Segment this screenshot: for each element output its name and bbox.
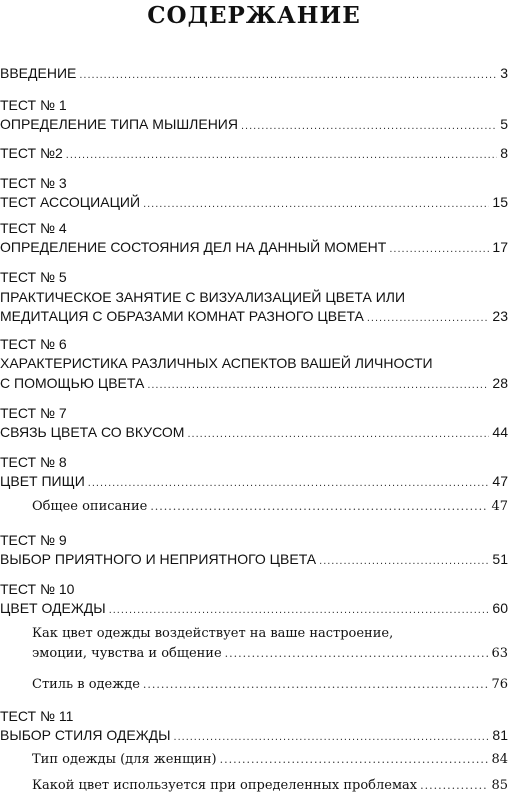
toc-section-heading	[0, 220, 508, 240]
toc-entry-label: ОПРЕДЕЛЕНИЕ СОСТОЯНИЯ ДЕЛ НА ДАННЫЙ МОМЕНТ	[0, 239, 387, 255]
toc-page-number: 8	[500, 145, 508, 161]
toc-entry-label: ТЕСТ №2	[0, 145, 63, 161]
dot-leader	[88, 477, 490, 489]
toc-entry	[0, 308, 508, 328]
dot-leader	[225, 647, 489, 660]
toc-entry	[0, 727, 508, 747]
toc-entry-label: ВЫБОР СТИЛЯ ОДЕЖДЫ	[0, 727, 171, 743]
toc-section-heading	[0, 405, 508, 425]
toc-entry-label: Какой цвет используется при определенных проблемах	[32, 778, 418, 793]
toc-entry-label: Тип одежды (для женщин)	[32, 752, 217, 767]
toc-page-number: 44	[492, 424, 508, 440]
toc-entry-label: ЦВЕТ ПИЩИ	[0, 473, 85, 489]
toc-section-label: ТЕСТ № 6	[0, 336, 67, 352]
toc-section-heading	[0, 269, 508, 289]
toc-page-number: 47	[492, 473, 508, 489]
toc-entry-label: Общее описание	[32, 499, 148, 514]
toc-subentry	[32, 499, 508, 519]
toc-section-label: ТЕСТ № 1	[0, 97, 67, 113]
toc-section-label: ТЕСТ № 11	[0, 708, 74, 724]
toc-entry-label: ВЫБОР ПРИЯТНОГО И НЕПРИЯТНОГО ЦВЕТА	[0, 551, 317, 567]
toc-subentry	[32, 646, 508, 666]
toc-entry	[0, 194, 508, 214]
dot-leader	[143, 678, 489, 691]
toc-page-number: 3	[500, 65, 508, 81]
dot-leader	[66, 149, 497, 161]
dot-leader	[143, 198, 489, 210]
dot-leader	[241, 120, 497, 132]
toc-page-number: 5	[500, 116, 508, 132]
toc-entry-label: эмоции, чувства и общение	[32, 646, 222, 661]
toc-entry	[0, 239, 508, 259]
dot-leader	[389, 243, 489, 255]
toc-entry-label: ВВЕДЕНИЕ	[0, 65, 77, 81]
toc-entry	[0, 600, 508, 620]
toc-section-label: ТЕСТ № 5	[0, 269, 67, 285]
toc-entry-label: ХАРАКТЕРИСТИКА РАЗЛИЧНЫХ АСПЕКТОВ ВАШЕЙ ЛИЧНОСТИ	[0, 355, 433, 371]
toc-entry	[0, 116, 508, 136]
toc-page-number: 84	[491, 752, 508, 767]
dot-leader	[319, 555, 489, 567]
toc-section-label: ТЕСТ № 10	[0, 581, 75, 597]
toc-section-heading	[0, 708, 508, 728]
toc-page-number: 51	[492, 551, 508, 567]
toc-section-label: ТЕСТ № 7	[0, 405, 67, 421]
toc-page-number: 85	[491, 778, 508, 793]
toc-entry-label: ПРАКТИЧЕСКОЕ ЗАНЯТИЕ С ВИЗУАЛИЗАЦИЕЙ ЦВЕТА ИЛИ	[0, 289, 406, 305]
toc-section-heading	[0, 532, 508, 552]
toc-section-heading	[0, 336, 508, 356]
toc-entry	[0, 65, 508, 85]
dot-leader	[187, 428, 489, 440]
toc-page-number: 23	[492, 308, 508, 324]
toc-page-number: 17	[492, 239, 508, 255]
toc-entry	[0, 551, 508, 571]
toc-section-label: ТЕСТ № 3	[0, 175, 67, 191]
toc-entry	[0, 424, 508, 444]
toc-entry-label: ЦВЕТ ОДЕЖДЫ	[0, 600, 106, 616]
toc-entry	[0, 473, 508, 493]
dot-leader	[420, 779, 488, 792]
toc-section-label: ТЕСТ № 8	[0, 454, 67, 470]
toc-section-heading	[0, 581, 508, 601]
page-title: СОДЕРЖАНИЕ	[147, 2, 361, 29]
toc-page-number: 76	[491, 677, 508, 692]
toc-entry-label: ОПРЕДЕЛЕНИЕ ТИПА МЫШЛЕНИЯ	[0, 116, 238, 132]
toc-entry-label: МЕДИТАЦИЯ С ОБРАЗАМИ КОМНАТ РАЗНОГО ЦВЕТА	[0, 308, 364, 324]
dot-leader	[367, 312, 490, 324]
dot-leader	[147, 379, 489, 391]
toc-page-number: 15	[492, 194, 508, 210]
dot-leader	[220, 753, 489, 766]
toc-entry-label: С ПОМОЩЬЮ ЦВЕТА	[0, 375, 145, 391]
toc-entry-label: СВЯЗЬ ЦВЕТА СО ВКУСОМ	[0, 424, 185, 440]
toc-page-number: 63	[491, 646, 508, 661]
toc-entry	[0, 375, 508, 395]
toc-subentry	[32, 752, 508, 772]
toc-subentry-continued	[32, 626, 508, 646]
toc-entry-label: ТЕСТ АССОЦИАЦИЙ	[0, 194, 141, 210]
toc-entry-continued	[0, 289, 508, 309]
dot-leader	[150, 500, 488, 513]
toc-entry	[0, 145, 508, 165]
toc-section-label: ТЕСТ № 4	[0, 220, 67, 236]
toc-section-heading	[0, 97, 508, 117]
dot-leader	[79, 69, 497, 81]
toc-subentry	[32, 778, 508, 798]
toc-section-label: ТЕСТ № 9	[0, 532, 67, 548]
toc-entry-label: Как цвет одежды воздействует на ваше настроение,	[32, 626, 394, 641]
toc-entry-continued	[0, 355, 508, 375]
toc-entry-label: Стиль в одежде	[32, 677, 140, 692]
toc-page-number: 60	[492, 600, 508, 616]
toc-subentry	[32, 677, 508, 697]
toc-page-number: 81	[492, 727, 508, 743]
toc-section-heading	[0, 175, 508, 195]
dot-leader	[174, 731, 490, 743]
toc-section-heading	[0, 454, 508, 474]
dot-leader	[109, 604, 490, 616]
toc-page-number: 47	[491, 499, 508, 514]
toc-page-number: 28	[492, 375, 508, 391]
